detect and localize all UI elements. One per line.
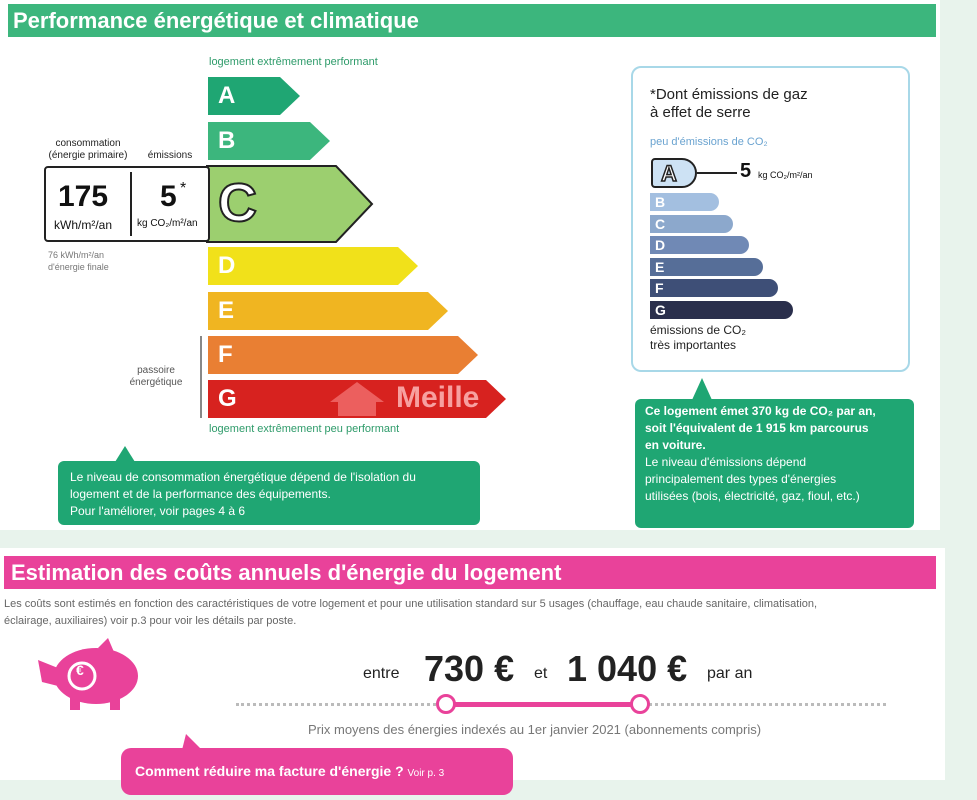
tooltip-consumption: Le niveau de consommation énergétique dépend de l'isolation du logement et de la performance des équipements. Pour l'améliorer, voir pages 4 à 6 (58, 461, 480, 525)
range-min-marker (436, 694, 456, 714)
tooltip-emissions: Ce logement émet 370 kg de CO₂ par an, soit l'équivalent de 1 915 km parcourus en voiture. Le niveau d'émissions dépend principalement des types d'énergies utilisées (bois, électricité, gaz, fioul, etc.) (635, 399, 914, 528)
emissions-label: émissions (147, 150, 193, 161)
energy-class-b: B (208, 122, 330, 160)
co2-current-value: 5 (740, 160, 752, 182)
tooltip-left-pointer (115, 446, 135, 462)
word-between: entre (363, 665, 400, 682)
passoire-label: passoire énergétique (129, 365, 183, 388)
energy-class-a: A (208, 77, 300, 115)
section-title-performance: Performance énergétique et climatique (8, 4, 936, 37)
co2-low-label: peu d'émissions de CO₂ (650, 136, 768, 148)
house-icon (330, 382, 384, 416)
emissions-star: * (180, 180, 187, 197)
energy-class-c-current: C (206, 165, 374, 243)
min-cost: 730 € (424, 648, 515, 689)
tooltip-right-pointer (692, 378, 712, 400)
per-year: par an (707, 665, 753, 682)
passoire-bracket (200, 336, 202, 418)
word-and: et (534, 665, 548, 682)
co2-pointer-line (697, 172, 737, 174)
meille-watermark: Meille (330, 380, 510, 416)
energy-class-f: F (208, 336, 478, 374)
final-energy-note: 76 kWh/m²/an d'énergie finale (48, 250, 109, 272)
values-divider (130, 172, 132, 236)
consumption-value: 175 (58, 180, 109, 213)
energy-class-e: E (208, 292, 448, 330)
top-performance-label: logement extrêmement performant (209, 56, 378, 68)
co2-class-d: D (650, 236, 749, 254)
section-title-costs: Estimation des coûts annuels d'énergie du logement (4, 556, 936, 589)
co2-class-f: F (650, 279, 778, 297)
co2-class-e: E (650, 258, 763, 276)
co2-class-b: B (650, 193, 719, 211)
consumption-label: consommation (énergie primaire) (48, 138, 128, 161)
energy-class-g: G (208, 380, 506, 418)
price-note: Prix moyens des énergies indexés au 1er janvier 2021 (abonnements compris) (308, 722, 762, 737)
max-cost: 1 040 € (567, 648, 688, 689)
emissions-unit: kg CO₂/m²/an (137, 218, 198, 229)
energy-class-d: D (208, 247, 418, 285)
reduce-bill-button[interactable]: Comment réduire ma facture d'énergie ? Voir p. 3 (121, 748, 513, 795)
co2-panel-title: *Dont émissions de gaz à effet de serre (650, 86, 808, 121)
euro-symbol: € (76, 662, 84, 678)
co2-class-c: C (650, 215, 733, 233)
consumption-unit: kWh/m²/an (54, 218, 113, 232)
range-max-marker (630, 694, 650, 714)
emissions-value: 5 (160, 180, 177, 213)
range-highlight (446, 702, 640, 707)
bottom-performance-label: logement extrêmement peu performant (209, 423, 400, 435)
co2-current-unit: kg CO₂/m²/an (758, 170, 813, 180)
co2-class-g: G (650, 301, 793, 319)
piggy-bank-icon (36, 638, 144, 716)
co2-class-a-current: A (651, 158, 697, 188)
co2-high-label: émissions de CO₂ très importantes (650, 323, 747, 352)
costs-description: Les coûts sont estimés en fonction des caractéristiques de votre logement et pour une utilisation standard sur 5 usages (chauffage, eau chaude sanitaire, climatisation, éclairage, auxiliaires) voir p.3 pour voir les détails par poste. (4, 598, 818, 627)
